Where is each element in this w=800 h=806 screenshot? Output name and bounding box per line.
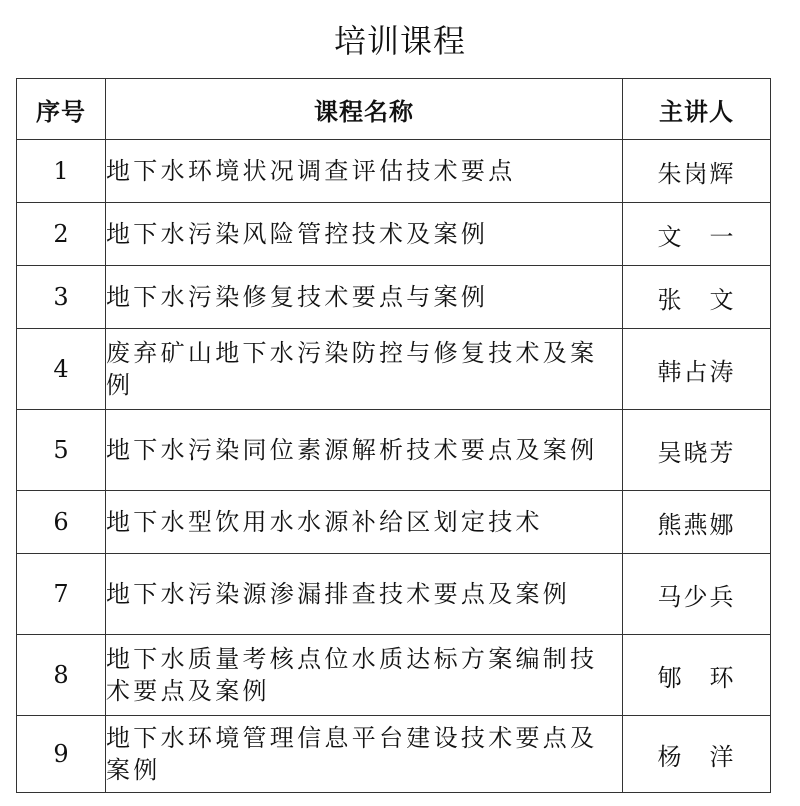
row-speaker: 杨 洋: [623, 716, 771, 793]
row-index: 1: [17, 140, 106, 203]
row-index: 2: [17, 203, 106, 266]
row-index: 3: [17, 266, 106, 329]
row-course-name: 地下水污染同位素源解析技术要点及案例: [106, 410, 623, 491]
row-course-name: 地下水环境状况调查评估技术要点: [106, 140, 623, 203]
row-index: 7: [17, 554, 106, 635]
table-row: [17, 329, 771, 410]
row-index: 9: [17, 716, 106, 793]
table-row: [17, 140, 771, 203]
table-row: [17, 491, 771, 554]
row-course-name: 地下水污染风险管控技术及案例: [106, 203, 623, 266]
table-row: [17, 554, 771, 635]
row-index: 4: [17, 329, 106, 410]
table-row: [17, 203, 771, 266]
row-course-name: 地下水污染修复技术要点与案例: [106, 266, 623, 329]
table-row: [17, 716, 771, 793]
header-index: 序号: [17, 79, 106, 140]
row-course-name: 地下水污染源渗漏排查技术要点及案例: [106, 554, 623, 635]
table-row: [17, 266, 771, 329]
row-speaker: 张 文: [623, 266, 771, 329]
row-course-name: 地下水环境管理信息平台建设技术要点及案例: [106, 716, 623, 793]
row-course-name: 地下水质量考核点位水质达标方案编制技术要点及案例: [106, 635, 623, 716]
header-course-name: 课程名称: [106, 79, 623, 140]
row-speaker: 熊燕娜: [623, 491, 771, 554]
row-speaker: 马少兵: [623, 554, 771, 635]
row-index: 5: [17, 410, 106, 491]
table-row: [17, 410, 771, 491]
row-speaker: 朱岗辉: [623, 140, 771, 203]
row-course-name: 废弃矿山地下水污染防控与修复技术及案例: [106, 329, 623, 410]
page-title: 培训课程: [333, 22, 466, 60]
row-speaker: 韩占涛: [623, 329, 771, 410]
table-header-row: [17, 79, 771, 140]
course-table: [16, 78, 771, 793]
row-speaker: 郇 环: [623, 635, 771, 716]
row-index: 6: [17, 491, 106, 554]
table-row: [17, 635, 771, 716]
header-speaker: 主讲人: [623, 79, 771, 140]
row-speaker: 文 一: [623, 203, 771, 266]
row-speaker: 吴晓芳: [623, 410, 771, 491]
row-index: 8: [17, 635, 106, 716]
row-course-name: 地下水型饮用水水源补给区划定技术: [106, 491, 623, 554]
